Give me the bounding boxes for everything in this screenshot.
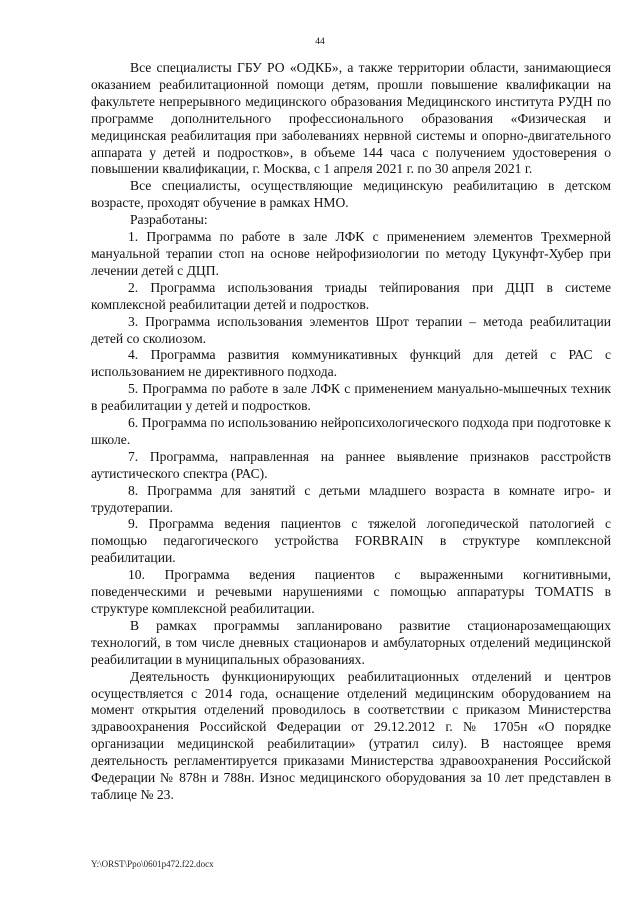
paragraph-developed-heading: Разработаны: bbox=[130, 212, 208, 228]
paragraph-program-5: 5. Программа по работе в зале ЛФК с применением мануально-мышечных техник в реабилитации у детей и подростков. bbox=[91, 381, 611, 414]
document-body bbox=[91, 60, 611, 804]
page-number: 44 bbox=[315, 37, 325, 47]
paragraph-program-4: 4. Программа развития коммуникативных функций для детей с РАС с использованием не директивного подхода. bbox=[91, 347, 611, 380]
paragraph-program-9: 9. Программа ведения пациентов с тяжелой логопедической патологией с помощью педагогического устройства FORBRAIN в структуре комплексной реабилитации. bbox=[91, 516, 611, 566]
paragraph-program-1: 1. Программа по работе в зале ЛФК с применением элементов Трехмерной мануальной терапии стоп на основе нейрофизиологии по методу Цукунфт-Хубер при лечении детей с ДЦП. bbox=[91, 229, 611, 278]
paragraph-program-2: 2. Программа использования триады тейпирования при ДЦП в системе комплексной реабилитации детей и подростков. bbox=[91, 279, 611, 312]
footer-file-path: Y:\ORST\Ppo\0601p472.f22.docx bbox=[91, 859, 214, 869]
paragraph-program-3: 3. Программа использования элементов Шрот терапии – метода реабилитации детей со сколиозом. bbox=[91, 313, 611, 346]
paragraph-program-6: 6. Программа по использованию нейропсихологического подхода при подготовке к школе. bbox=[91, 415, 611, 447]
paragraph-program-10: 10. Программа ведения пациентов с выраженными когнитивными, поведенческими и речевыми нарушениями с помощью аппаратуры TOMATIS в структуре комплексной реабилитации. bbox=[91, 567, 611, 616]
paragraph-specialists-training: Все специалисты ГБУ РО «ОДКБ», а также территории области, занимающиеся оказанием реабилитационной помощи детям, прошли повышение квалификации на факультете непрерывного медицинского образования Медицинского института РУДН по программе дополнительного профессионального образования «Физическая и медицинская реабилитация при заболеваниях нервной системы и опорно-двигательного аппарата у детей и подростков», в объеме 144 часа с получением удостоверения о повышении квалификации, г. Москва, с 1 апреля 2021 г. по 30 апреля 2021 г. bbox=[91, 60, 611, 177]
paragraph-planned-development: В рамках программы запланировано развитие стационарозамещающих технологий, в том числе дневных стационаров и амбулаторных отделений медицинской реабилитации в муниципальных образованиях. bbox=[91, 617, 611, 667]
paragraph-program-8: 8. Программа для занятий с детьми младшего возраста в комнате игро- и трудотерапии. bbox=[91, 482, 611, 515]
paragraph-specialists-nmo: Все специалисты, осуществляющие медицинскую реабилитацию в детском возрасте, проходят обучение в рамках НМО. bbox=[91, 178, 611, 211]
paragraph-program-7: 7. Программа, направленная на раннее выявление признаков расстройств аутистического спектра (РАС). bbox=[91, 448, 611, 481]
paragraph-departments-activity: Деятельность функционирующих реабилитационных отделений и центров осуществляется с 2014 года, оснащение отделений медицинским оборудованием на момент открытия отделений проводилось в соответствии с приказом Министерства здравоохранения Российской Федерации от 29.12.2012 г. № 1705н «О порядке организации медицинской реабилитации» (утратил силу). В настоящее время деятельность регламентируется приказами Министерства здравоохранения Российской Федерации № 878н и 788н. Износ медицинского оборудования за 10 лет представлен в таблице № 23. bbox=[91, 668, 611, 802]
